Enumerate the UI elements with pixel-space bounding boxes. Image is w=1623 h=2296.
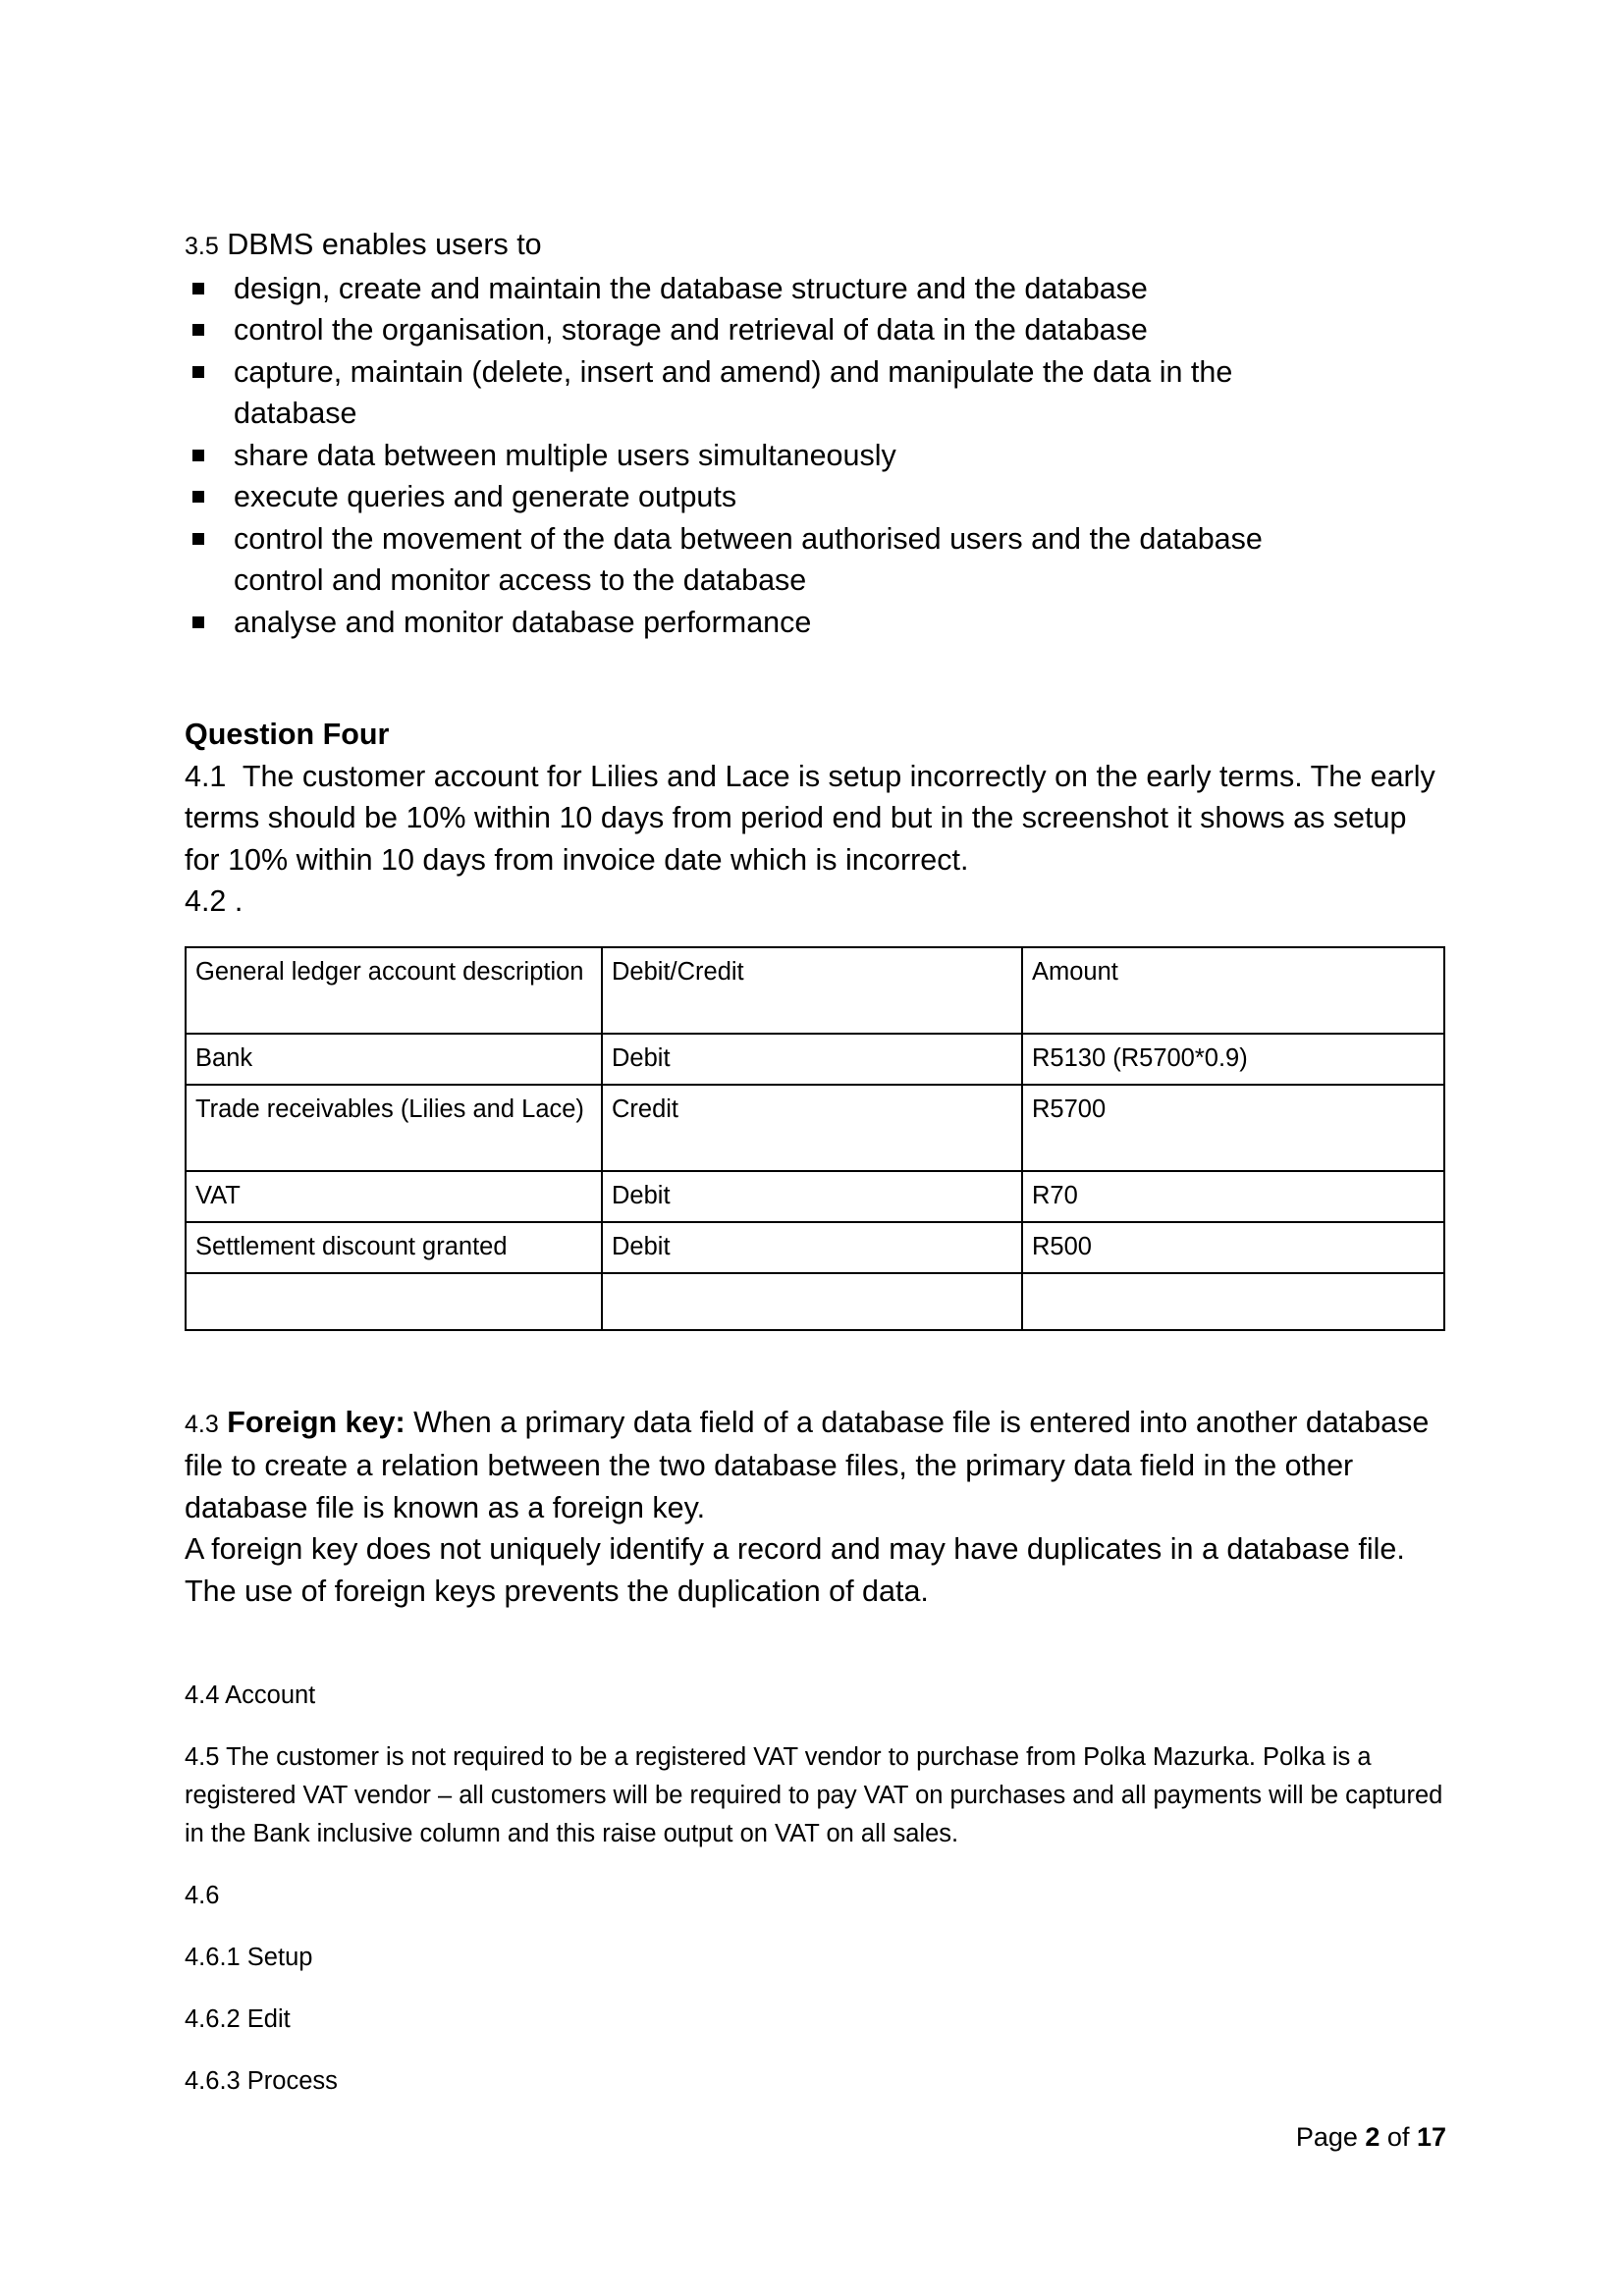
- item-4-3-paragraph-1: When a primary data field of a database file is entered into another database file to create a relation between the two database files, the primary data field in the other database file is known as a foreign key.: [185, 1405, 1430, 1524]
- item-4-2-text: .: [234, 884, 243, 918]
- list-item: [185, 435, 1446, 477]
- item-4-3-number: 4.3: [185, 1410, 219, 1438]
- list-item-label: capture, maintain (delete, insert and amend) and manipulate the data in the: [234, 354, 1233, 389]
- spacer: [185, 1612, 1446, 1677]
- list-item: [185, 602, 1446, 644]
- list-item: [185, 309, 1446, 351]
- table-header-row: [186, 947, 1444, 1034]
- list-item-label: analyse and monitor database performance: [234, 605, 812, 639]
- table-row: [186, 1085, 1444, 1171]
- table-cell-description: VAT: [186, 1171, 602, 1222]
- list-item: [185, 518, 1446, 561]
- ledger-table: [185, 946, 1445, 1331]
- section-3-5-lead: [185, 224, 1446, 268]
- footer-middle: of: [1380, 2122, 1417, 2152]
- list-item-continuation: control and monitor access to the database: [234, 563, 807, 597]
- item-4-1: [185, 756, 1446, 881]
- square-bullet-icon: [192, 450, 204, 461]
- page-content: [185, 224, 1446, 2101]
- item-4-1-text: The customer account for Lilies and Lace is setup incorrectly on the early terms. The early terms should be 10% within 10 days from period end but in the screenshot it shows as setup for 10% within 10 days from invoice date which is incorrect.: [185, 759, 1435, 877]
- section-3-5-number: 3.5: [185, 233, 219, 260]
- spacer: [185, 1715, 1446, 1738]
- table-cell-debit-credit: [602, 1273, 1022, 1330]
- table-cell-description: Trade receivables (Lilies and Lace): [186, 1085, 602, 1171]
- item-4-2: [185, 881, 1446, 923]
- table-header-cell: Amount: [1022, 947, 1444, 1034]
- table-row: [186, 1034, 1444, 1085]
- table-cell-description: Settlement discount granted: [186, 1222, 602, 1273]
- footer-prefix: Page: [1295, 2122, 1366, 2152]
- spacer: [185, 1331, 1446, 1402]
- square-bullet-icon: [192, 616, 204, 628]
- spacer: [185, 923, 1446, 946]
- item-4-3-paragraph-2: A foreign key does not uniquely identify a record and may have duplicates in a database file. The use of foreign keys prevents the duplication of data.: [185, 1532, 1405, 1608]
- item-4-3-term: Foreign key:: [227, 1405, 406, 1439]
- table-header-cell: General ledger account description: [186, 947, 602, 1034]
- table-cell-debit-credit: Debit: [602, 1171, 1022, 1222]
- square-bullet-icon: [192, 324, 204, 336]
- page-footer: [185, 2120, 1446, 2154]
- list-item: [185, 476, 1446, 518]
- list-item: [185, 268, 1446, 310]
- item-4-6: 4.6: [185, 1882, 220, 1909]
- spacer: [185, 1915, 1446, 1939]
- list-item-label: execute queries and generate outputs: [234, 480, 737, 513]
- item-4-6-3: 4.6.3 Process: [185, 2067, 338, 2095]
- table-cell-amount: R5700: [1022, 1085, 1444, 1171]
- section-3-5-lead-text: DBMS enables users to: [227, 228, 542, 261]
- table-cell-amount: R70: [1022, 1171, 1444, 1222]
- list-item-label: control the organisation, storage and retrieval of data in the database: [234, 313, 1148, 347]
- item-4-4: 4.4 Account: [185, 1682, 316, 1709]
- item-4-6-1: 4.6.1 Setup: [185, 1944, 313, 1971]
- item-4-1-number: 4.1: [185, 759, 227, 793]
- square-bullet-icon: [192, 533, 204, 545]
- table-cell-description: [186, 1273, 602, 1330]
- footer-current-page: 2: [1365, 2122, 1380, 2152]
- square-bullet-icon: [192, 283, 204, 294]
- list-item-continuation: database: [234, 397, 357, 430]
- spacer: [185, 1853, 1446, 1877]
- item-4-2-number: 4.2: [185, 884, 227, 918]
- table-row: [186, 1273, 1444, 1330]
- table-row: [186, 1222, 1444, 1273]
- table-cell-debit-credit: Credit: [602, 1085, 1022, 1171]
- spacer: [185, 643, 1446, 714]
- item-4-5: 4.5 The customer is not required to be a registered VAT vendor to purchase from Polka Mazurka. Polka is a registered VAT vendor – all customers will be required to pay VAT on purchases and all payments will be captured in the Bank inclusive column and this raise output on VAT on all sales.: [185, 1743, 1443, 1847]
- table-cell-amount: [1022, 1273, 1444, 1330]
- table-cell-debit-credit: Debit: [602, 1222, 1022, 1273]
- list-item-label: share data between multiple users simultaneously: [234, 438, 896, 472]
- footer-total-pages: 17: [1416, 2122, 1446, 2152]
- list-item-label: control the movement of the data between authorised users and the database: [234, 521, 1263, 556]
- table-cell-debit-credit: Debit: [602, 1034, 1022, 1085]
- dbms-capabilities-list: [185, 268, 1446, 644]
- item-4-6-2: 4.6.2 Edit: [185, 2005, 291, 2033]
- spacer: [185, 1977, 1446, 2001]
- list-item-label: design, create and maintain the database structure and the database: [234, 271, 1148, 305]
- spacer: [185, 2039, 1446, 2062]
- table-row: [186, 1171, 1444, 1222]
- table-cell-description: Bank: [186, 1034, 602, 1085]
- table-header-cell: Debit/Credit: [602, 947, 1022, 1034]
- square-bullet-icon: [192, 366, 204, 378]
- square-bullet-icon: [192, 491, 204, 503]
- table-cell-amount: R5130 (R5700*0.9): [1022, 1034, 1444, 1085]
- table-cell-amount: R500: [1022, 1222, 1444, 1273]
- list-item: [185, 351, 1446, 394]
- item-4-3: [185, 1402, 1446, 1529]
- page-title: Question Four: [185, 718, 390, 751]
